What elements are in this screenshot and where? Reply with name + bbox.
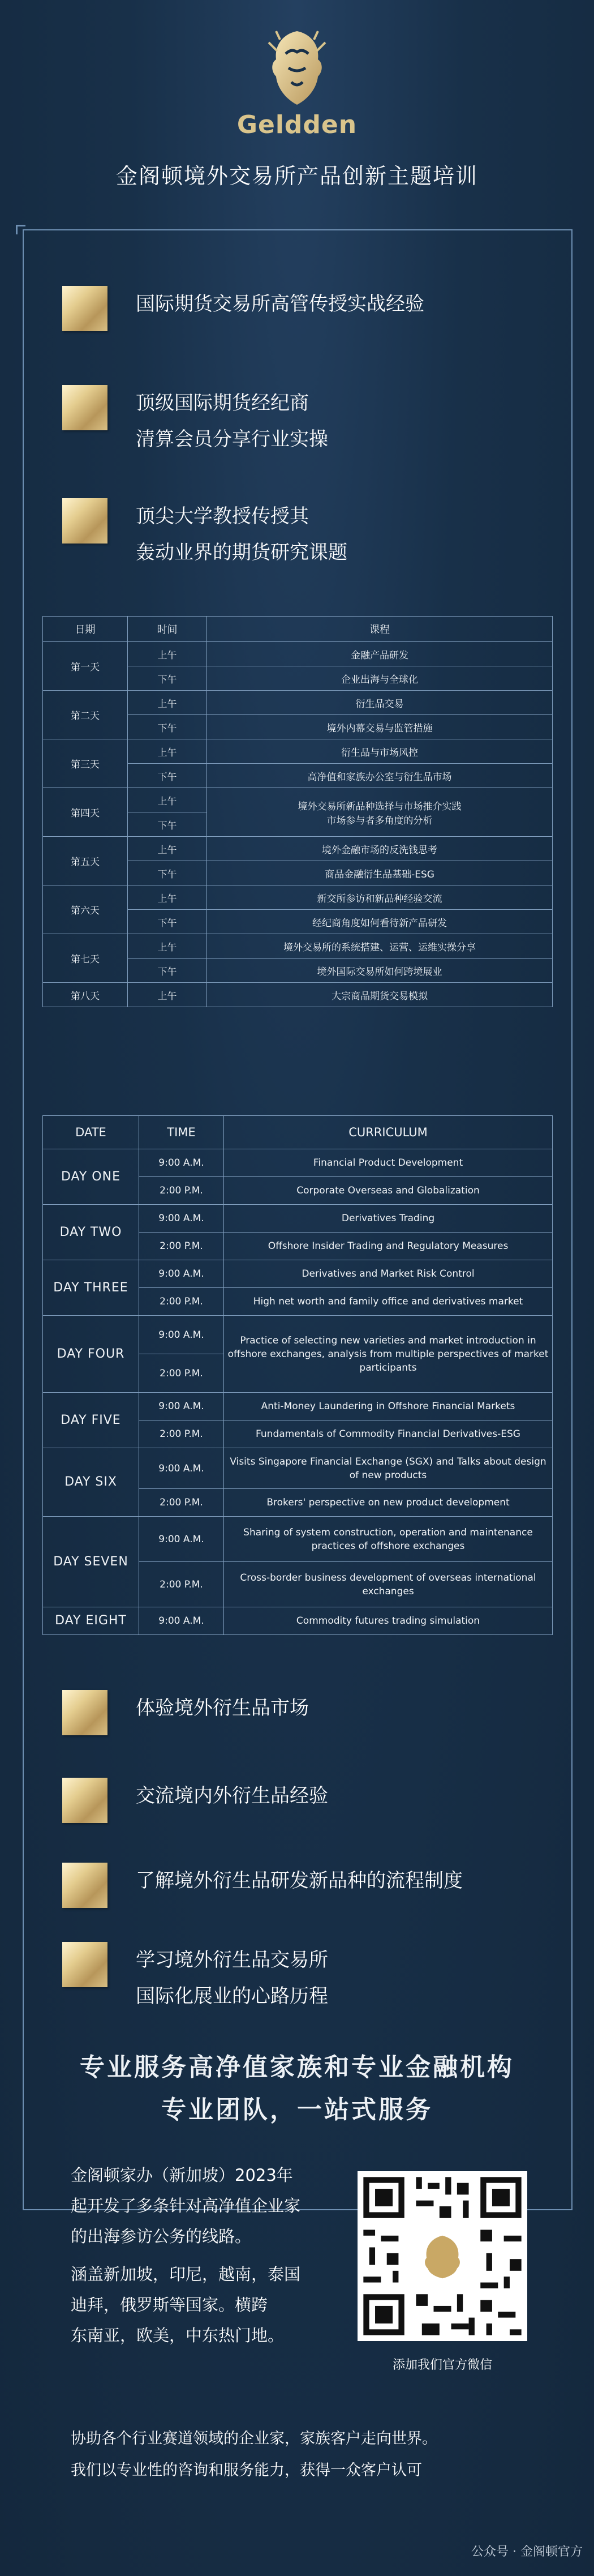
gold-square-icon	[62, 1690, 107, 1735]
time-cell: 9:00 A.M.	[139, 1607, 224, 1635]
course-cell: 境外金融市场的反洗钱思考	[207, 837, 553, 861]
course-cell: 境外国际交易所如何跨境展业	[207, 958, 553, 983]
day-cell: DAY SEVEN	[43, 1517, 139, 1607]
time-cell: 上午	[128, 885, 207, 910]
bullet-item	[62, 385, 328, 457]
course-cell: 金融产品研发	[207, 642, 553, 666]
table-header-row	[43, 617, 553, 642]
course-cell: Financial Product Development	[224, 1149, 553, 1177]
time-cell: 下午	[128, 812, 207, 837]
time-cell: 上午	[128, 642, 207, 666]
time-cell: 2:00 P.M.	[139, 1489, 224, 1517]
time-cell: 9:00 A.M.	[139, 1393, 224, 1420]
gold-square-icon	[62, 1863, 107, 1908]
gold-square-icon	[62, 1942, 107, 1987]
time-cell: 下午	[128, 861, 207, 885]
bullet-text: 顶级国际期货经纪商	[136, 392, 309, 414]
day-cell: DAY TWO	[43, 1205, 139, 1260]
bullet-text: 国际化展业的心路历程	[136, 1985, 328, 2008]
gold-square-icon	[62, 385, 107, 430]
table-row	[43, 1607, 553, 1635]
time-cell: 2:00 P.M.	[139, 1288, 224, 1316]
table-row	[43, 885, 553, 910]
table-row	[43, 788, 553, 812]
intro-line: 东南亚，欧美，中东热门地。	[71, 2326, 285, 2345]
page-title: 金阁顿境外交易所产品创新主题培训	[115, 164, 478, 189]
time-cell: 2:00 P.M.	[139, 1177, 224, 1205]
qr-caption: 添加我们官方微信	[392, 2358, 492, 2372]
time-cell: 上午	[128, 837, 207, 861]
header-date: 日期	[43, 617, 128, 642]
time-cell: 9:00 A.M.	[139, 1517, 224, 1562]
gold-square-icon	[62, 1778, 107, 1823]
course-cell: 商品金融衍生品基础-ESG	[207, 861, 553, 885]
course-cell: Derivatives and Market Risk Control	[224, 1260, 553, 1288]
time-cell: 2:00 P.M.	[139, 1233, 224, 1260]
bullet-text: 学习境外衍生品交易所	[136, 1949, 328, 1971]
course-cell: 衍生品交易	[207, 691, 553, 715]
day-cell: DAY FIVE	[43, 1393, 139, 1448]
footer-source: 公众号 · 金阁顿官方	[471, 2545, 583, 2559]
time-cell: 2:00 P.M.	[139, 1354, 224, 1393]
course-cell: Fundamentals of Commodity Financial Derivatives-ESG	[224, 1420, 553, 1448]
time-cell: 下午	[128, 715, 207, 739]
course-cell: Offshore Insider Trading and Regulatory Measures	[224, 1233, 553, 1260]
day-cell: DAY FOUR	[43, 1316, 139, 1393]
time-cell: 上午	[128, 691, 207, 715]
course-cell: Brokers' perspective on new product development	[224, 1489, 553, 1517]
time-cell: 上午	[128, 934, 207, 958]
header-course: 课程	[207, 617, 553, 642]
bullet-text: 轰动业界的期货研究课题	[136, 541, 347, 564]
course-cell: Anti-Money Laundering in Offshore Financial Markets	[224, 1393, 553, 1420]
course-cell: 境外内幕交易与监管措施	[207, 715, 553, 739]
course-cell: 企业出海与全球化	[207, 666, 553, 691]
time-cell: 9:00 A.M.	[139, 1205, 224, 1233]
header-time: TIME	[139, 1116, 224, 1149]
time-cell: 上午	[128, 739, 207, 764]
course-cell: Cross-border business development of overseas international exchanges	[224, 1562, 553, 1607]
time-cell: 2:00 P.M.	[139, 1562, 224, 1607]
header-curriculum: CURRICULUM	[224, 1116, 553, 1149]
intro-line: 起开发了多条针对高净值企业家	[71, 2196, 301, 2215]
table-row	[43, 642, 553, 666]
day-cell: DAY SIX	[43, 1448, 139, 1517]
table-row	[43, 1149, 553, 1177]
day-cell: DAY ONE	[43, 1149, 139, 1205]
table-row	[43, 1448, 553, 1489]
time-cell: 下午	[128, 666, 207, 691]
bullet-item	[62, 286, 424, 331]
gold-square-icon	[62, 286, 107, 331]
bullet-text: 清算会员分享行业实操	[136, 428, 328, 451]
day-cell: 第二天	[43, 691, 128, 739]
table-row	[43, 1393, 553, 1420]
day-cell: 第五天	[43, 837, 128, 885]
day-cell: DAY THREE	[43, 1260, 139, 1316]
closing-line: 协助各个行业赛道领域的企业家，家族客户走向世界。	[71, 2430, 437, 2447]
course-cell: Sharing of system construction, operation and maintenance practices of offshore exchanges	[224, 1517, 553, 1562]
table-row	[43, 691, 553, 715]
bullet-text: 体验境外衍生品市场	[136, 1697, 309, 1719]
time-cell: 下午	[128, 910, 207, 934]
intro-line: 涵盖新加坡，印尼，越南，泰国	[71, 2265, 301, 2284]
course-cell: Derivatives Trading	[224, 1205, 553, 1233]
table-row	[43, 837, 553, 861]
table-row	[43, 1260, 553, 1288]
course-cell	[207, 788, 553, 837]
course-line: 境外交易所新品种选择与市场推介实践	[298, 801, 462, 812]
lion-logo-icon	[260, 28, 334, 108]
table-row	[43, 739, 553, 764]
header-time: 时间	[128, 617, 207, 642]
table-row	[43, 983, 553, 1007]
time-cell: 下午	[128, 958, 207, 983]
course-cell: Corporate Overseas and Globalization	[224, 1177, 553, 1205]
time-cell: 9:00 A.M.	[139, 1260, 224, 1288]
frame-corner	[16, 225, 25, 234]
table-row	[43, 1517, 553, 1562]
course-cell: 境外交易所的系统搭建、运营、运维实操分享	[207, 934, 553, 958]
day-cell: 第六天	[43, 885, 128, 934]
time-cell: 9:00 A.M.	[139, 1149, 224, 1177]
time-cell: 上午	[128, 788, 207, 812]
intro-line: 金阁顿家办（新加坡）2023年	[71, 2166, 293, 2185]
bullet-item	[62, 1863, 463, 1908]
intro-paragraph	[71, 2259, 300, 2351]
schedule-table-cn	[42, 616, 553, 1007]
wechat-qr-code[interactable]	[358, 2171, 527, 2341]
course-cell: 衍生品与市场风控	[207, 739, 553, 764]
schedule-table-en	[42, 1115, 553, 1635]
course-cell: Commodity futures trading simulation	[224, 1607, 553, 1635]
course-cell: 经纪商角度如何看待新产品研发	[207, 910, 553, 934]
course-cell: 高净值和家族办公室与衍生品市场	[207, 764, 553, 788]
day-cell: 第一天	[43, 642, 128, 691]
intro-line: 的出海参访公务的线路。	[71, 2227, 252, 2246]
day-cell: 第八天	[43, 983, 128, 1007]
table-row	[43, 1316, 553, 1354]
bullet-item	[62, 498, 347, 571]
intro-line: 迪拜，俄罗斯等国家。横跨	[71, 2295, 268, 2314]
header-date: DATE	[43, 1116, 139, 1149]
table-header-row	[43, 1116, 553, 1149]
course-cell: 新交所参访和新品种经验交流	[207, 885, 553, 910]
day-cell: 第四天	[43, 788, 128, 837]
time-cell: 9:00 A.M.	[139, 1316, 224, 1354]
bullet-item	[62, 1778, 328, 1823]
course-cell: Practice of selecting new varieties and market introduction in offshore exchanges, analysis from multiple perspectives of market participants	[224, 1316, 553, 1393]
table-row	[43, 934, 553, 958]
brand-name: Geldden	[236, 110, 358, 139]
day-cell: 第七天	[43, 934, 128, 983]
bullet-text: 了解境外衍生品研发新品种的流程制度	[136, 1869, 463, 1892]
day-cell: 第三天	[43, 739, 128, 788]
time-cell: 下午	[128, 764, 207, 788]
course-line: 市场参与者多角度的分析	[326, 815, 433, 827]
table-row	[43, 1205, 553, 1233]
closing-paragraph	[71, 2423, 437, 2487]
slogan-line: 专业服务高净值家族和专业金融机构	[80, 2053, 514, 2082]
time-cell: 上午	[128, 983, 207, 1007]
course-cell: Visits Singapore Financial Exchange (SGX) and Talks about design of new products	[224, 1448, 553, 1489]
bullet-item	[62, 1690, 309, 1735]
bullet-text: 国际期货交易所高管传授实战经验	[136, 293, 424, 315]
day-cell: DAY EIGHT	[43, 1607, 139, 1635]
time-cell: 2:00 P.M.	[139, 1420, 224, 1448]
course-cell: 大宗商品期货交易模拟	[207, 983, 553, 1007]
slogan-line: 专业团队，一站式服务	[161, 2095, 433, 2124]
bullet-text: 交流境内外衍生品经验	[136, 1785, 328, 1807]
closing-line: 我们以专业性的咨询和服务能力，获得一众客户认可	[71, 2462, 422, 2479]
bullet-text: 顶尖大学教授传授其	[136, 505, 309, 528]
bullet-item	[62, 1942, 328, 2014]
time-cell: 9:00 A.M.	[139, 1448, 224, 1489]
course-cell: High net worth and family office and derivatives market	[224, 1288, 553, 1316]
intro-paragraph	[71, 2160, 300, 2252]
gold-square-icon	[62, 498, 107, 544]
